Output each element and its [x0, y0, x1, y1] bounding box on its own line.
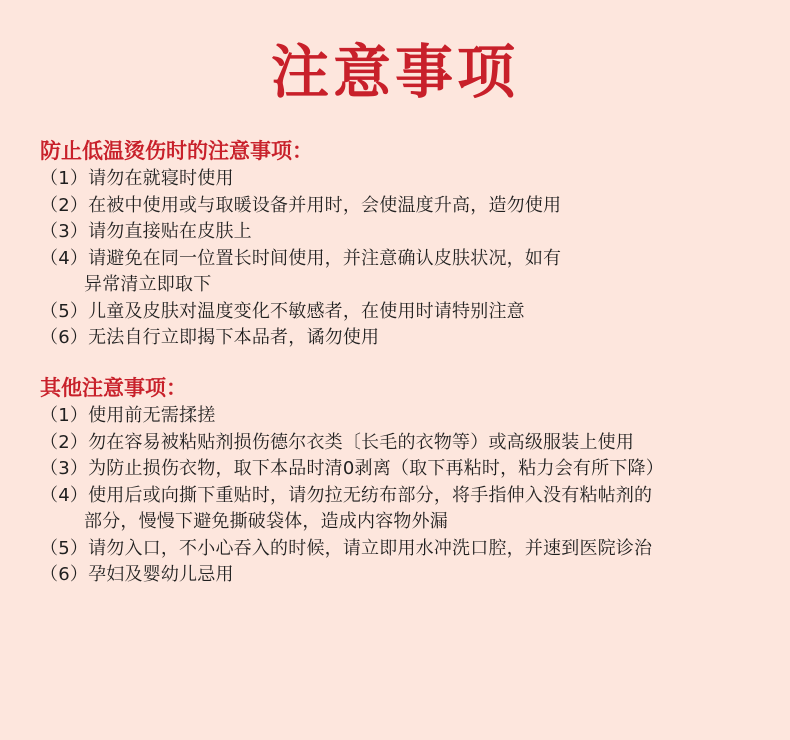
- item-number: （6）: [40, 327, 89, 348]
- list-item: [40, 403, 780, 430]
- list-item: [40, 299, 780, 326]
- page-title: 注意事项: [270, 38, 519, 106]
- item-text: 使用后或向撕下重贴时，请勿拉无纺布部分，将手指伸入没有粘帖剂的: [88, 484, 653, 506]
- item-text: 在被中使用或与取暖设备并用时，会使温度升高，造勿使用: [88, 194, 562, 216]
- list-item: [40, 219, 780, 246]
- section-heading: 其他注意事项：: [40, 376, 187, 400]
- item-text: 使用前无需揉搓: [88, 405, 216, 426]
- item-text: 为防止损伤衣物，取下本品时清0剥离（取下再粘时，粘力会有所下降）: [88, 458, 664, 479]
- item-number: （1）: [40, 168, 89, 189]
- list-item: [40, 536, 780, 563]
- list-item: [40, 246, 780, 299]
- item-number: （5）: [40, 537, 89, 559]
- item-continuation: 部分，慢慢下避免撕破袋体，造成内容物外漏: [84, 511, 448, 532]
- list-item: [40, 325, 780, 352]
- list-item: [40, 430, 780, 457]
- item-number: （2）: [40, 194, 89, 216]
- item-text: 勿在容易被粘贴剂损伤德尔衣类〔长毛的衣物等）或高级服装上使用: [88, 431, 635, 453]
- item-text: 无法自行立即揭下本品者，谲勿使用: [88, 327, 380, 348]
- item-number: （4）: [40, 247, 89, 269]
- low-temp-burn-section: [40, 136, 780, 352]
- item-text: 孕妇及婴幼儿忌用: [88, 564, 234, 585]
- item-continuation: 异常清立即取下: [84, 274, 212, 295]
- list-item: [40, 562, 780, 589]
- item-text: 请勿直接贴在皮肤上: [88, 221, 252, 242]
- item-text: 请避免在同一位置长时间使用，并注意确认皮肤状况，如有: [88, 247, 562, 269]
- section-heading: 防止低温烫伤时的注意事项：: [40, 139, 313, 163]
- item-number: （1）: [40, 405, 89, 426]
- item-text: 儿童及皮肤对温度变化不敏感者，在使用时请特别注意: [88, 300, 525, 322]
- item-text: 请勿入口，不小心吞入的时候，请立即用水冲洗口腔，并速到医院诊治: [88, 537, 653, 559]
- other-notes-section: [40, 373, 780, 589]
- list-item: [40, 456, 780, 483]
- item-number: （3）: [40, 221, 89, 242]
- item-number: （6）: [40, 564, 89, 585]
- item-number: （5）: [40, 300, 89, 322]
- item-number: （3）: [40, 458, 89, 479]
- item-text: 请勿在就寝时使用: [88, 168, 234, 189]
- list-item: [40, 193, 780, 220]
- item-number: （2）: [40, 431, 89, 453]
- item-number: （4）: [40, 484, 89, 506]
- list-item: [40, 166, 780, 193]
- list-item: [40, 483, 780, 536]
